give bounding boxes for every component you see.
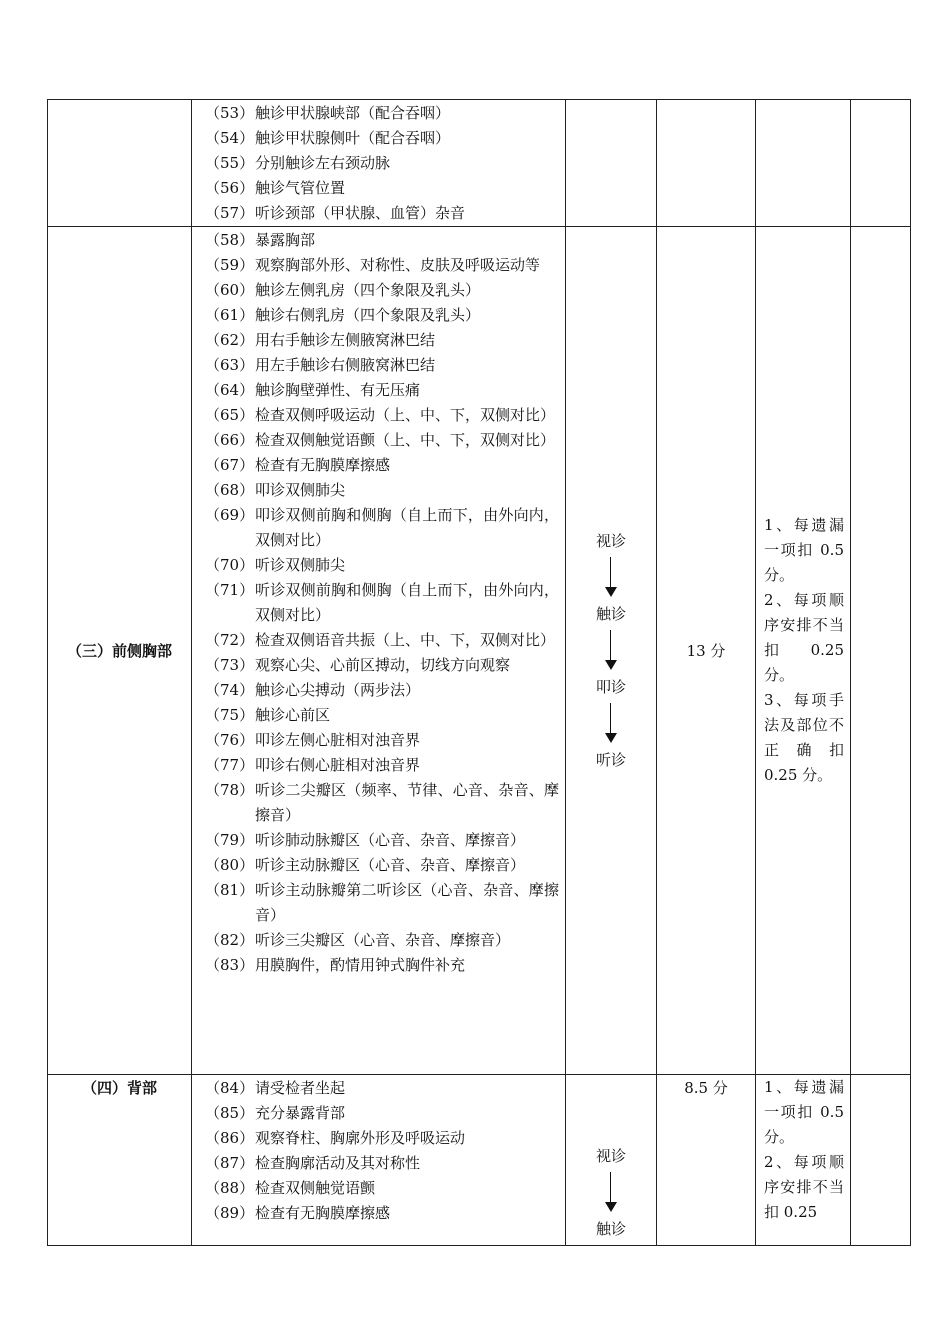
item-text: 检查双侧触觉语颤 [255, 1179, 376, 1197]
item-number: （63） [205, 356, 255, 374]
section-title: （三）前侧胸部 [48, 227, 192, 1075]
item-number: （78） [205, 781, 255, 799]
item-text: 听诊颈部（甲状腺、血管）杂音 [255, 204, 466, 222]
item-number: （71） [205, 581, 255, 599]
exam-sequence-flow [566, 529, 656, 772]
item-text: 用左手触诊右侧腋窝淋巴结 [255, 356, 436, 374]
list-item [205, 328, 559, 353]
list-item [205, 453, 559, 478]
list-item [205, 228, 559, 253]
score-cell-empty [657, 100, 756, 227]
items-cell [192, 100, 566, 227]
item-number: （58） [205, 231, 255, 249]
list-item [205, 126, 559, 151]
list-item [205, 1176, 559, 1201]
item-number: （67） [205, 456, 255, 474]
down-arrow-icon [605, 630, 617, 670]
item-text: 暴露胸部 [255, 231, 316, 249]
item-text: 检查双侧语音共振（上、中、下，双侧对比） [255, 631, 556, 649]
list-item [205, 703, 559, 728]
item-text: 听诊双侧前胸和侧胸（自上而下，由外向内，双侧对比） [255, 581, 559, 624]
sequence-step-inspection: 视诊 [595, 1147, 626, 1165]
item-text: 听诊双侧肺尖 [255, 556, 346, 574]
list-item [205, 1126, 559, 1151]
item-text: 观察胸部外形、对称性、皮肤及呼吸运动等 [255, 256, 541, 274]
sequence-step-palpation: 触诊 [595, 605, 626, 623]
item-number: （61） [205, 306, 255, 324]
item-number: （86） [205, 1129, 255, 1147]
section-cell-empty [48, 100, 192, 227]
item-text: 检查有无胸膜摩擦感 [255, 1204, 391, 1222]
item-number: （82） [205, 931, 255, 949]
item-text: 触诊心前区 [255, 706, 331, 724]
list-item [205, 578, 559, 628]
list-item [205, 628, 559, 653]
rules-cell-empty [756, 100, 851, 227]
rules-cell [756, 1075, 851, 1246]
list-item [205, 353, 559, 378]
list-item [205, 753, 559, 778]
item-number: （74） [205, 681, 255, 699]
table-row-back [48, 1075, 911, 1246]
list-item [205, 828, 559, 853]
section-title: （四）背部 [48, 1075, 192, 1246]
item-text: 观察心尖、心前区搏动，切线方向观察 [255, 656, 511, 674]
item-text: 触诊胸壁弹性、有无压痛 [255, 381, 421, 399]
item-text: 检查双侧触觉语颤（上、中、下，双侧对比） [255, 431, 556, 449]
item-number: （64） [205, 381, 255, 399]
item-number: （62） [205, 331, 255, 349]
deduction-rules [756, 513, 850, 788]
rule-item: 3、每项手法及部位不正确扣 0.25 分。 [764, 691, 844, 784]
list-item [205, 878, 559, 928]
list-item [205, 553, 559, 578]
extra-cell-empty [851, 1075, 911, 1246]
item-number: （56） [205, 179, 255, 197]
down-arrow-icon [605, 1172, 617, 1212]
item-number: （85） [205, 1104, 255, 1122]
item-text: 用膜胸件，酌情用钟式胸件补充 [255, 956, 466, 974]
item-number: （80） [205, 856, 255, 874]
sequence-cell [566, 1075, 657, 1246]
item-text: 触诊甲状腺峡部（配合吞咽） [255, 104, 451, 122]
item-number: （73） [205, 656, 255, 674]
item-text: 听诊二尖瓣区（频率、节律、心音、杂音、摩擦音） [255, 781, 559, 824]
item-text: 充分暴露背部 [255, 1104, 346, 1122]
items-cell [192, 227, 566, 1075]
item-text: 听诊主动脉瓣第二听诊区（心音、杂音、摩擦音） [255, 881, 559, 924]
rule-item: 1、每遗漏一项扣 0.5 分。 [764, 516, 844, 584]
extra-cell-empty [851, 100, 911, 227]
rules-cell [756, 227, 851, 1075]
list-item [205, 151, 559, 176]
list-item [205, 678, 559, 703]
item-text: 触诊气管位置 [255, 179, 346, 197]
item-number: （81） [205, 881, 255, 899]
item-number: （87） [205, 1154, 255, 1172]
list-item [205, 1101, 559, 1126]
item-number: （66） [205, 431, 255, 449]
sequence-step-inspection: 视诊 [595, 532, 626, 550]
item-number: （75） [205, 706, 255, 724]
sequence-cell [566, 227, 657, 1075]
item-number: （69） [205, 506, 255, 524]
list-item [205, 303, 559, 328]
item-number: （79） [205, 831, 255, 849]
sequence-step-palpation: 触诊 [595, 1220, 626, 1238]
item-text: 检查有无胸膜摩擦感 [255, 456, 391, 474]
item-number: （72） [205, 631, 255, 649]
list-item [205, 428, 559, 453]
item-number: （88） [205, 1179, 255, 1197]
list-item [205, 1151, 559, 1176]
item-text: 叩诊双侧前胸和侧胸（自上而下，由外向内，双侧对比） [255, 506, 559, 549]
exam-sequence-flow [566, 1144, 656, 1245]
sequence-step-auscultation: 听诊 [595, 751, 626, 769]
item-text: 听诊主动脉瓣区（心音、杂音、摩擦音） [255, 856, 526, 874]
table-row-neck-continued [48, 100, 911, 227]
rule-item: 2、每项顺序安排不当扣 0.25 分。 [764, 591, 844, 684]
item-number: （76） [205, 731, 255, 749]
score-cell: 8.5 分 [657, 1075, 756, 1246]
list-item [205, 853, 559, 878]
list-item [205, 1076, 559, 1101]
list-item [205, 201, 559, 226]
score-cell: 13 分 [657, 227, 756, 1075]
item-number: （65） [205, 406, 255, 424]
exam-scoring-table [47, 99, 911, 1246]
item-text: 请受检者坐起 [255, 1079, 346, 1097]
item-number: （57） [205, 204, 255, 222]
list-item [205, 953, 559, 978]
item-number: （89） [205, 1204, 255, 1222]
item-text: 检查双侧呼吸运动（上、中、下，双侧对比） [255, 406, 556, 424]
extra-cell-empty [851, 227, 911, 1075]
list-item [205, 176, 559, 201]
list-item [205, 378, 559, 403]
down-arrow-icon [605, 557, 617, 597]
item-number: （83） [205, 956, 255, 974]
item-number: （54） [205, 129, 255, 147]
list-item [205, 478, 559, 503]
item-number: （70） [205, 556, 255, 574]
item-text: 检查胸廓活动及其对称性 [255, 1154, 421, 1172]
list-item [205, 928, 559, 953]
list-item [205, 503, 559, 553]
item-text: 观察脊柱、胸廓外形及呼吸运动 [255, 1129, 466, 1147]
item-text: 触诊心尖搏动（两步法） [255, 681, 421, 699]
sequence-cell-empty [566, 100, 657, 227]
item-text: 叩诊双侧肺尖 [255, 481, 346, 499]
item-text: 听诊肺动脉瓣区（心音、杂音、摩擦音） [255, 831, 526, 849]
item-text: 触诊右侧乳房（四个象限及乳头） [255, 306, 481, 324]
list-item [205, 101, 559, 126]
list-item [205, 278, 559, 303]
rule-item: 1、每遗漏一项扣 0.5 分。 [764, 1078, 844, 1146]
list-item [205, 253, 559, 278]
item-text: 分别触诊左右颈动脉 [255, 154, 391, 172]
list-item [205, 403, 559, 428]
item-number: （53） [205, 104, 255, 122]
item-text: 触诊左侧乳房（四个象限及乳头） [255, 281, 481, 299]
list-item [205, 1201, 559, 1226]
table-row-front-chest [48, 227, 911, 1075]
list-item [205, 778, 559, 828]
item-number: （77） [205, 756, 255, 774]
item-text: 叩诊右侧心脏相对浊音界 [255, 756, 421, 774]
deduction-rules [756, 1075, 850, 1225]
item-text: 叩诊左侧心脏相对浊音界 [255, 731, 421, 749]
list-item [205, 653, 559, 678]
item-text: 听诊三尖瓣区（心音、杂音、摩擦音） [255, 931, 511, 949]
item-text: 触诊甲状腺侧叶（配合吞咽） [255, 129, 451, 147]
item-number: （68） [205, 481, 255, 499]
item-text: 用右手触诊左侧腋窝淋巴结 [255, 331, 436, 349]
items-cell [192, 1075, 566, 1246]
list-item [205, 728, 559, 753]
item-number: （84） [205, 1079, 255, 1097]
rule-item: 2、每项顺序安排不当扣 0.25 [764, 1153, 844, 1221]
item-number: （59） [205, 256, 255, 274]
down-arrow-icon [605, 703, 617, 743]
sequence-step-percussion: 叩诊 [595, 678, 626, 696]
item-number: （55） [205, 154, 255, 172]
item-number: （60） [205, 281, 255, 299]
